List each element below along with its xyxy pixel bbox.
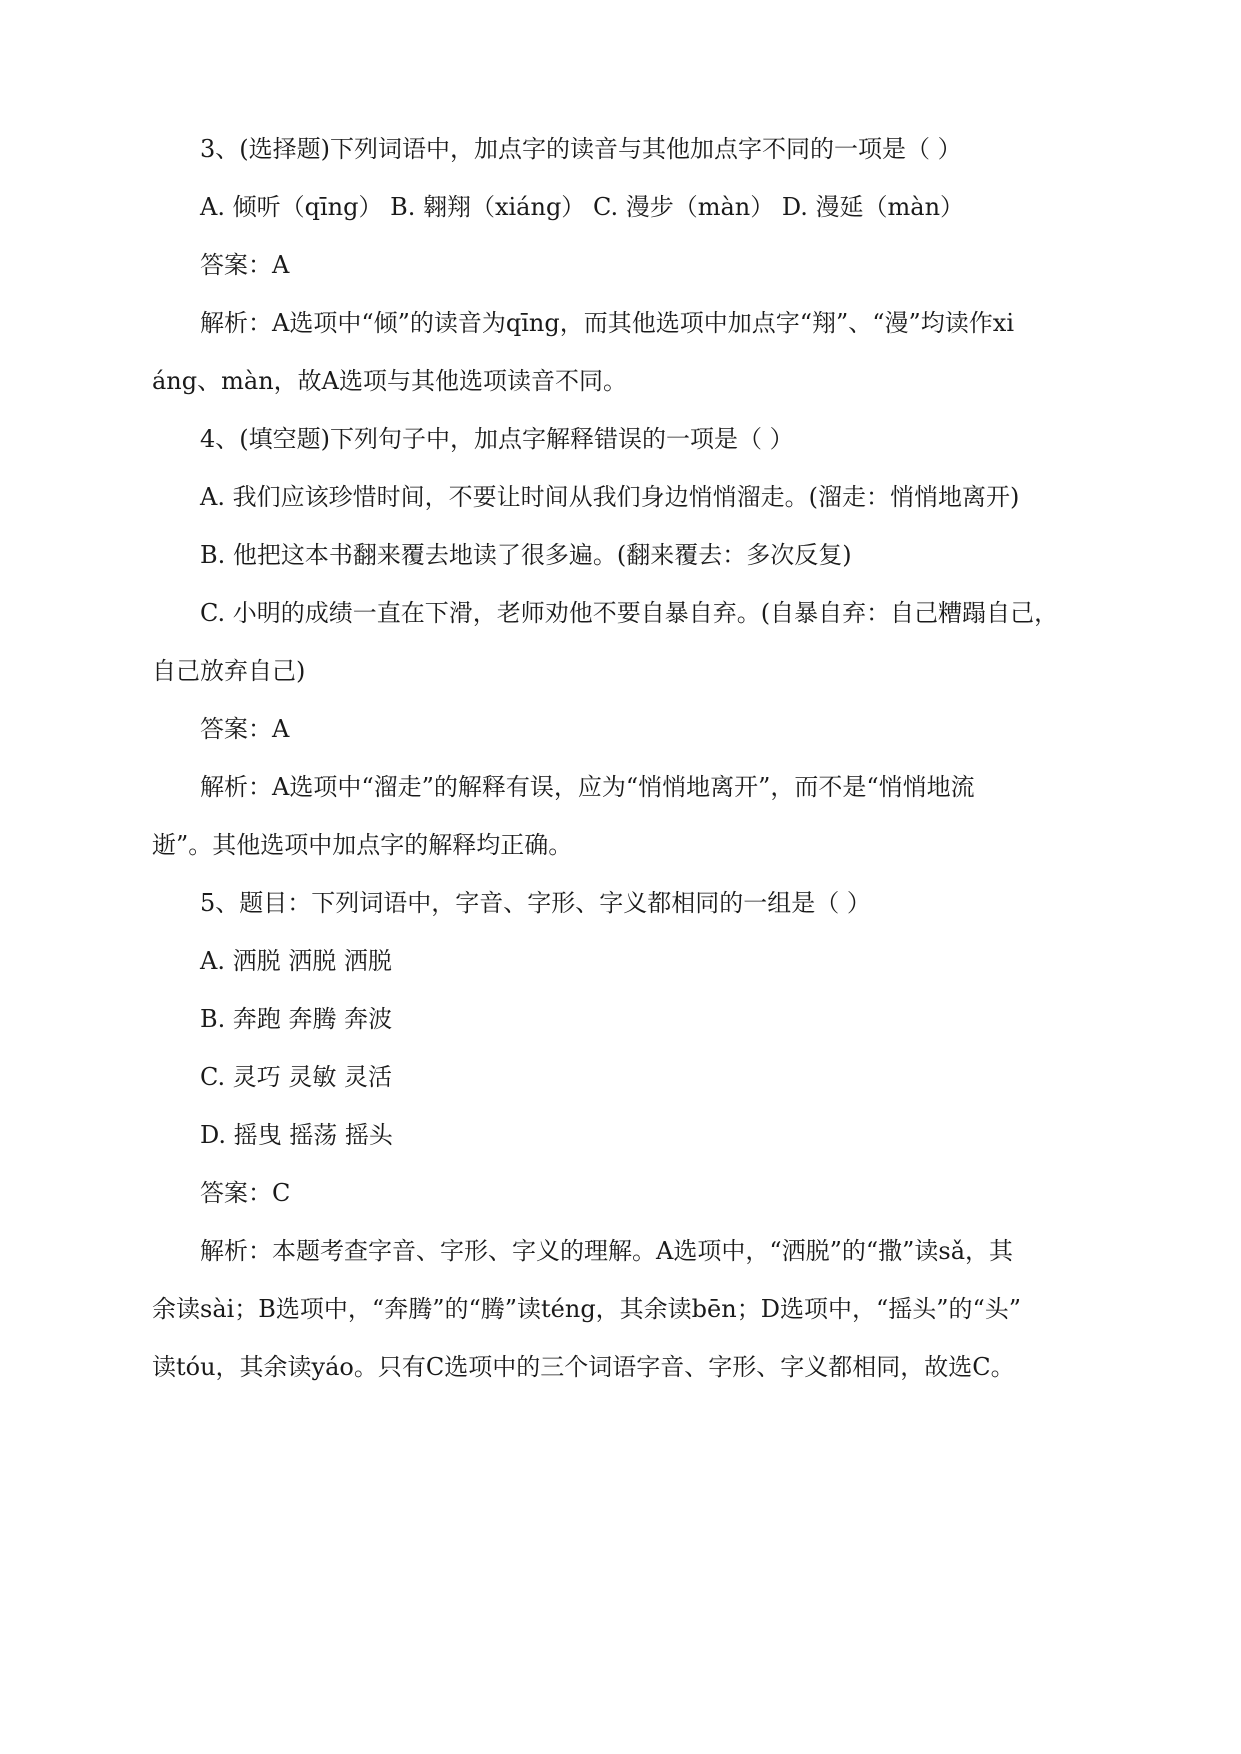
q4-question: 4、(填空题)下列句子中，加点字解释错误的一项是（ ） [200, 425, 794, 453]
q4-option-a: A. 我们应该珍惜时间，不要让时间从我们身边悄悄溜走。(溜走：悄悄地离开) [200, 483, 1020, 511]
q5-explanation-line-1: 解析：本题考查字音、字形、字义的理解。A选项中，“洒脱”的“撒”读sǎ，其 [200, 1237, 1014, 1265]
q4-option-b: B. 他把这本书翻来覆去地读了很多遍。(翻来覆去：多次反复) [200, 541, 852, 569]
q5-option-c: C. 灵巧 灵敏 灵活 [200, 1063, 393, 1091]
q3-question: 3、(选择题)下列词语中，加点字的读音与其他加点字不同的一项是（ ） [200, 135, 962, 163]
q3-explanation-line-1: 解析：A选项中“倾”的读音为qīng，而其他选项中加点字“翔”、“漫”均读作xi [200, 309, 1015, 337]
q5-option-d: D. 摇曳 摇荡 摇头 [200, 1121, 393, 1149]
q4-option-c-line-2: 自己放弃自己) [152, 657, 306, 685]
q4-answer: 答案：A [200, 715, 290, 743]
q5-answer: 答案：C [200, 1179, 291, 1207]
q3-options: A. 倾听（qīng） B. 翱翔（xiáng） C. 漫步（màn） D. 漫延（màn） [200, 193, 965, 221]
q4-explanation-line-1: 解析：A选项中“溜走”的解释有误，应为“悄悄地离开”，而不是“悄悄地流 [200, 773, 975, 801]
q4-explanation-line-2: 逝”。其他选项中加点字的解释均正确。 [152, 831, 573, 859]
q5-option-a: A. 洒脱 洒脱 洒脱 [200, 947, 392, 975]
q3-answer: 答案：A [200, 251, 290, 279]
q3-explanation-line-2: áng、màn，故A选项与其他选项读音不同。 [152, 367, 627, 395]
q5-explanation-line-3: 读tóu，其余读yáo。只有C选项中的三个词语字音、字形、字义都相同，故选C。 [152, 1353, 1015, 1381]
q4-option-c-line-1: C. 小明的成绩一直在下滑，老师劝他不要自暴自弃。(自暴自弃：自己糟蹋自己， [200, 599, 1059, 627]
q5-option-b: B. 奔跑 奔腾 奔波 [200, 1005, 393, 1033]
q5-explanation-line-2: 余读sài；B选项中，“奔腾”的“腾”读téng，其余读bēn；D选项中，“摇头”的“头” [152, 1295, 1022, 1323]
q5-question: 5、题目：下列词语中，字音、字形、字义都相同的一组是（ ） [200, 889, 871, 917]
